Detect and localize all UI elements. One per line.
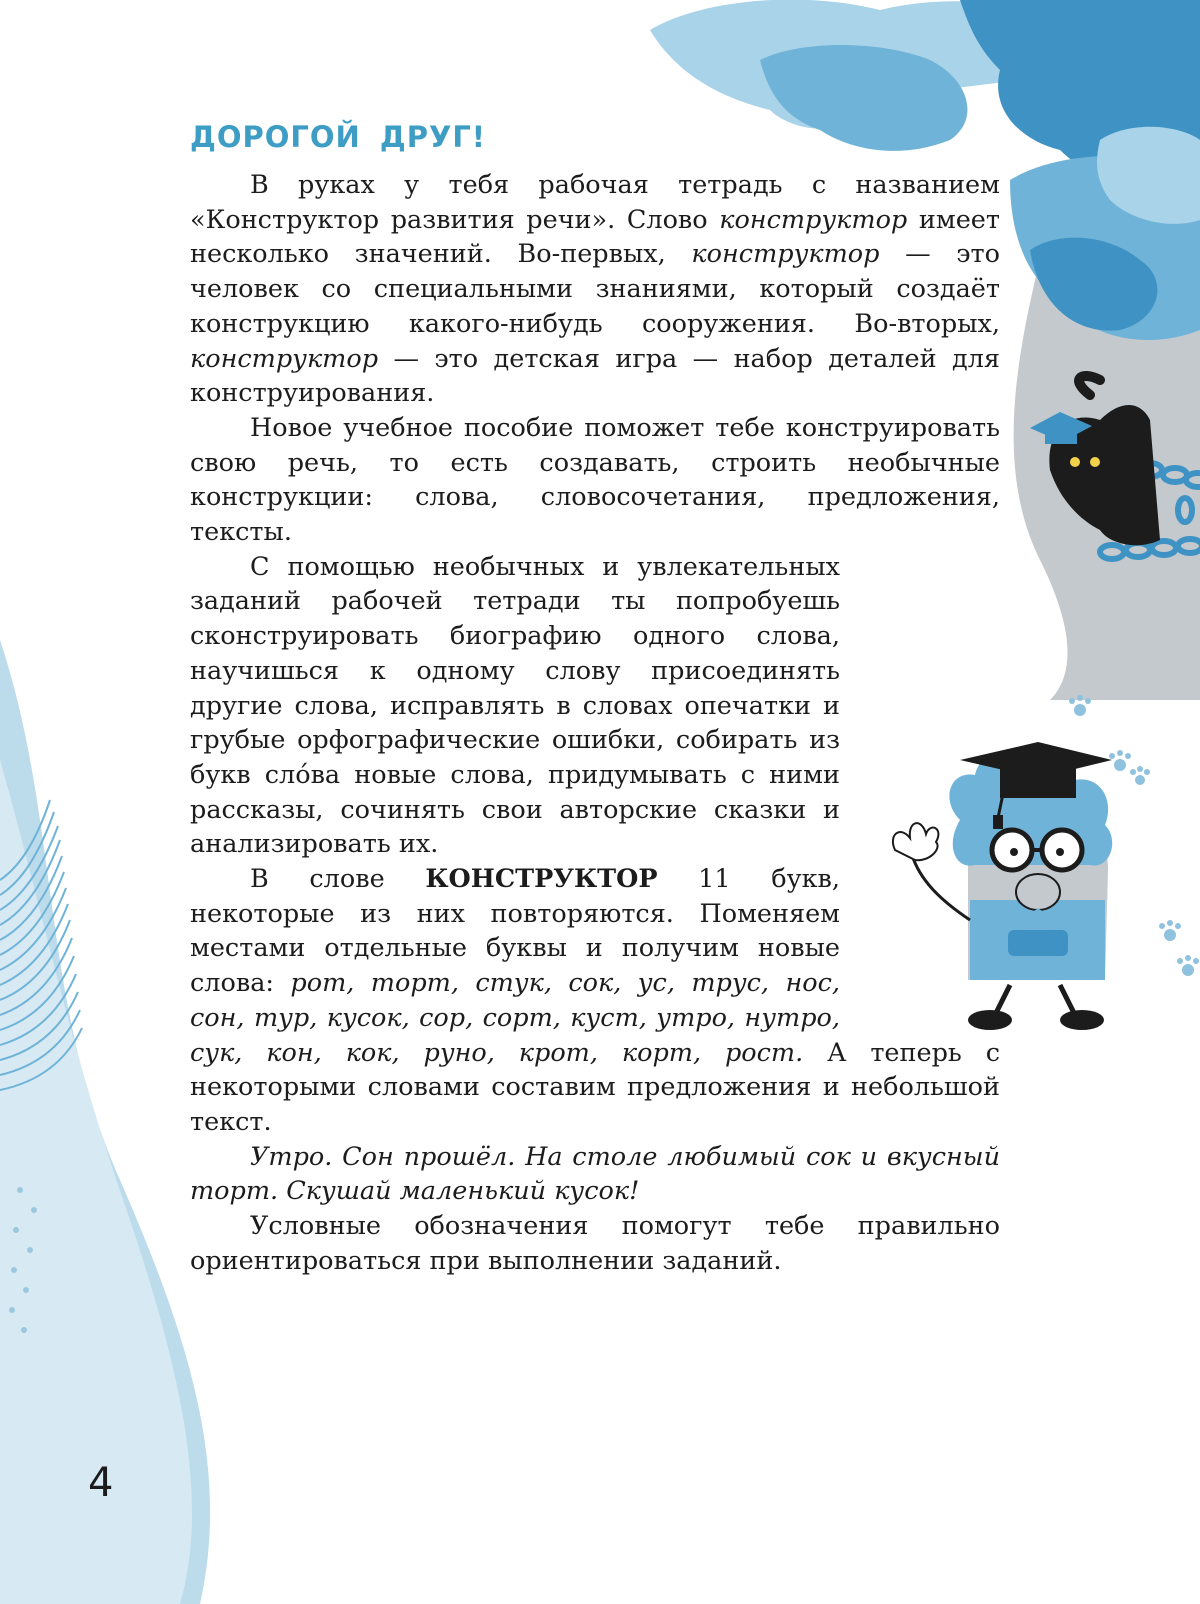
term-konstruktor-1: конструктор <box>719 204 908 235</box>
paragraph-intro-text-2: имеет несколько значений. Во-первых, <box>190 204 1000 270</box>
paragraph-intro-text-3: — это человек со специальными знаниями, который создаёт конструкцию какого-нибудь сооружения. Во-вторых, <box>190 239 1000 339</box>
paragraph-tasks <box>190 550 1000 862</box>
paragraph-word-text-1: В слове <box>250 864 426 895</box>
paragraph-new-book: Новое учебное пособие поможет тебе конструировать свою речь, то есть создавать, строить необычные конструкции: слова, словосочетания, предложения, тексты. <box>190 412 1000 548</box>
paragraph-tasks-text: С помощью необычных и увлекательных заданий рабочей тетради ты попробуешь сконструировать биографию одного слова, научишься к одному слову присоединять другие слова, исправлять в словах опечатки и грубые орфографические ошибки, собирать из букв сло́ва новые слова, придумывать с ними рассказы, сочинять свои авторские сказки и анализировать их. <box>190 551 840 860</box>
page-heading: ДОРОГОЙ ДРУГ! <box>190 120 487 154</box>
word-list-italic: рот, торт, стук, сок, ус, трус, нос, сон, тур, кусок, сор, сорт, куст, утро, нутро, сук, кон, кок, руно, крот, корт, рост. <box>190 968 840 1068</box>
paragraph-word-text-2: 11 букв, некоторые из них повторяются. Поменяем местами отдельные буквы и получим новые слова: <box>190 864 841 999</box>
paragraph-intro <box>190 168 1000 411</box>
paragraph-intro-text-4: — это детская игра — набор деталей для конструирования. <box>190 343 1000 409</box>
page-number: 4 <box>88 1460 114 1506</box>
body-text <box>190 168 1000 1279</box>
main-content <box>190 120 1000 1279</box>
professor-illustration-space <box>840 653 1000 1033</box>
paragraph-word-text-3: А теперь с некоторыми словами составим предложения и небольшой текст. <box>190 1037 1000 1137</box>
term-konstruktor-2: конструктор <box>691 239 880 270</box>
term-konstruktor-3: конструктор <box>190 343 379 374</box>
word-konstruktor-bold: КОНСТРУКТОР <box>425 864 658 895</box>
example-story-italic: Утро. Сон прошёл. На столе любимый сок и вкусный торт. Скушай маленький кусок! <box>190 1141 1000 1207</box>
paragraph-legend-note: Условные обозначения помогут тебе правильно ориентироваться при выполнении заданий. <box>190 1211 1000 1276</box>
paragraph-example-text <box>190 1140 1000 1209</box>
paragraph-intro-text-1: В руках у тебя рабочая тетрадь с названием «Конструктор развития речи». Слово <box>190 170 1000 235</box>
